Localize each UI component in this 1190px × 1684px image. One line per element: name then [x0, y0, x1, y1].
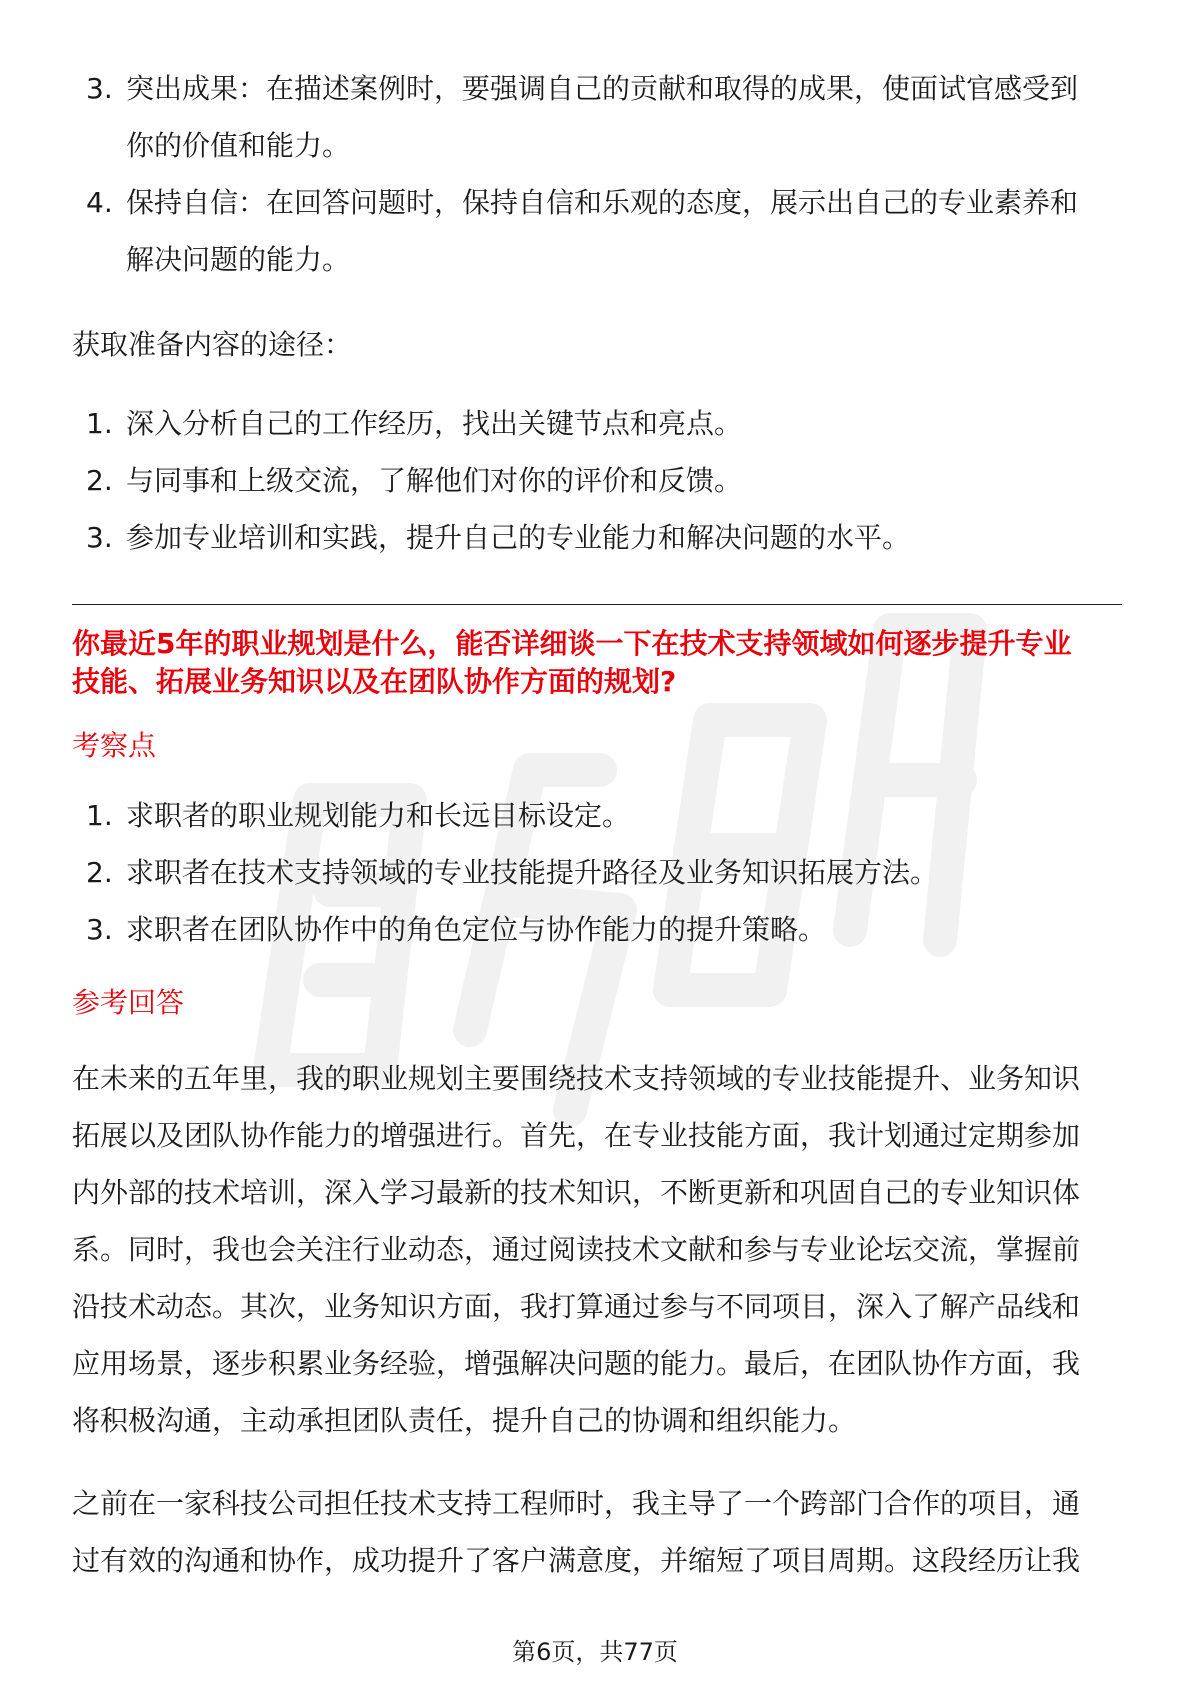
- list-text: 参加专业培训和实践，提升自己的专业能力和解决问题的水平。: [126, 521, 911, 554]
- prep-heading: 获取准备内容的途径：: [72, 328, 353, 361]
- paragraph-line: 之前在一家科技公司担任技术支持工程师时，我主导了一个跨部门合作的项目，通: [72, 1487, 1081, 1520]
- prep-list: [72, 395, 1122, 566]
- paragraph-line: 过有效的沟通和协作，成功提升了客户满意度，并缩短了项目周期。这段经历让我: [72, 1544, 1081, 1577]
- page-content: [72, 60, 1122, 1589]
- paragraph-line: 将积极沟通，主动承担团队责任，提升自己的协调和组织能力。: [72, 1404, 857, 1437]
- list-number: 3.: [86, 913, 113, 946]
- list-item: [72, 395, 1122, 452]
- list-item: [72, 787, 1122, 844]
- list-item: [72, 452, 1122, 509]
- list-text: 深入分析自己的工作经历，找出关键节点和亮点。: [126, 407, 743, 440]
- paragraph-line: 系。同时，我也会关注行业动态，通过阅读技术文献和参与专业论坛交流，掌握前: [72, 1233, 1081, 1266]
- paragraph-line: 沿技术动态。其次，业务知识方面，我打算通过参与不同项目，深入了解产品线和: [72, 1290, 1081, 1323]
- list-number: 3.: [86, 72, 113, 105]
- question-line: 你最近5年的职业规划是什么，能否详细谈一下在技术支持领域如何逐步提升专业: [72, 627, 1072, 660]
- list-number: 1.: [86, 799, 113, 832]
- list-number: 2.: [86, 464, 113, 497]
- list-item: [72, 60, 1122, 174]
- focus-heading: 考察点: [72, 729, 157, 762]
- list-item: [72, 509, 1122, 566]
- list-number: 4.: [86, 186, 113, 219]
- section-divider: [72, 604, 1122, 605]
- question-block: [72, 625, 1122, 701]
- list-number: 1.: [86, 407, 113, 440]
- list-number: 2.: [86, 856, 113, 889]
- focus-list: [72, 787, 1122, 958]
- list-text: 与同事和上级交流，了解他们对你的评价和反馈。: [126, 464, 743, 497]
- paragraph-line: 拓展以及团队协作能力的增强进行。首先，在专业技能方面，我计划通过定期参加: [72, 1119, 1081, 1152]
- paragraph-line: 内外部的技术培训，深入学习最新的技术知识，不断更新和巩固自己的专业知识体: [72, 1176, 1081, 1209]
- page-footer: 第6页，共77页: [512, 1638, 678, 1666]
- answer-paragraph: [72, 1050, 1122, 1449]
- answer-paragraph: [72, 1475, 1122, 1589]
- question-line: 技能、拓展业务知识以及在团队协作方面的规划?: [72, 665, 677, 698]
- list-item: [72, 844, 1122, 901]
- list-text: 求职者在团队协作中的角色定位与协作能力的提升策略。: [126, 913, 827, 946]
- tips-list: [72, 60, 1122, 288]
- list-item: [72, 901, 1122, 958]
- list-text: 解决问题的能力。: [126, 243, 351, 276]
- list-item: [72, 174, 1122, 288]
- list-text: 保持自信：在回答问题时，保持自信和乐观的态度，展示出自己的专业素养和: [126, 186, 1079, 219]
- list-text: 你的价值和能力。: [126, 129, 351, 162]
- paragraph-line: 在未来的五年里，我的职业规划主要围绕技术支持领域的专业技能提升、业务知识: [72, 1062, 1081, 1095]
- list-text: 求职者的职业规划能力和长远目标设定。: [126, 799, 631, 832]
- list-number: 3.: [86, 521, 113, 554]
- list-text: 求职者在技术支持领域的专业技能提升路径及业务知识拓展方法。: [126, 856, 939, 889]
- list-text: 突出成果：在描述案例时，要强调自己的贡献和取得的成果，使面试官感受到: [126, 72, 1079, 105]
- paragraph-line: 应用场景，逐步积累业务经验，增强解决问题的能力。最后，在团队协作方面，我: [72, 1347, 1081, 1380]
- answer-heading: 参考回答: [72, 986, 185, 1019]
